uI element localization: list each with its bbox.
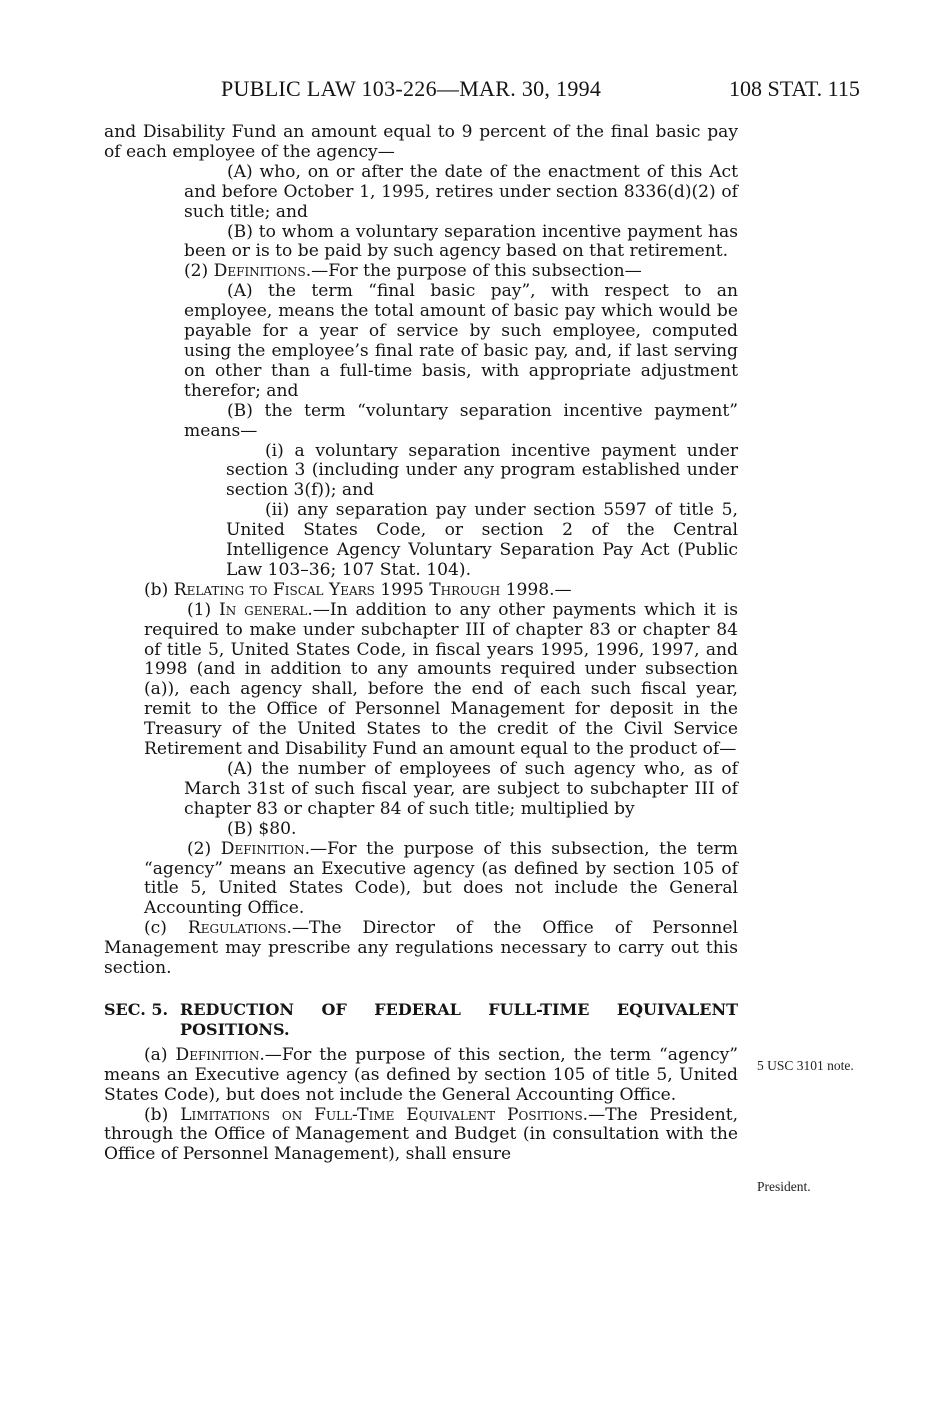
paragraph-b2 [104,840,738,920]
section-5-b-heading: Limitations on Full-Time Equivalent Positions [180,1104,583,1125]
header-title: PUBLIC LAW 103-226—MAR. 30, 1994 [221,76,602,101]
clause-a1-B: (B) to whom a voluntary separation incentive payment has been or is to be paid by such agency based on that retirement. [184,221,738,262]
paragraph-b1-text: .—In addition to any other payments which it is required to make under subchapter III of chapter 83 or chapter 84 of title 5, United States Code, in fiscal years 1995, 1996, 1997, and 1998 (and in addition to any amounts required under subsection (a)), each agency shall, before the end of each such fiscal year, remit to the Office of Personnel Management for deposit in the Treasury of the United States to the credit of the Civil Service Retirement and Disability Fund an amount equal to the product of— [144,599,738,760]
section-5-b-letter: (b) [144,1104,181,1125]
paragraph-a2-definitions [104,262,738,282]
section-5-b-text: .—The President, through the Office of Management and Budget (in consultation with the Office of Personnel Management), shall ensure [104,1104,739,1165]
section-5-a-heading: Definition [175,1044,260,1065]
margin-note-usc: 5 USC 3101 note. [757,1058,854,1073]
subsection-c-letter: (c) [144,918,188,939]
section-5-heading [104,1000,738,1040]
section-5-title: REDUCTION OF FEDERAL FULL-TIME EQUIVALENT POSITIONS. [180,999,738,1039]
clause-a2-B-i: (i) a voluntary separation incentive payment under section 3 (including under any program established under section 3(f)); and [226,440,738,501]
paragraph-a2-text: .—For the purpose of this subsection— [305,261,642,282]
subsection-c [104,919,738,979]
clause-b1-A: (A) the number of employees of such agency who, as of March 31st of such fiscal year, are subject to subchapter III of chapter 83 or chapter 84 of such title; multiplied by [184,759,738,819]
paragraph-b2-heading: Definition [220,838,305,859]
section-5-a-letter: (a) [144,1044,176,1065]
section-5-a-text: .—For the purpose of this section, the term “agency” means an Executive agency (as defined by section 105 of title 5, United States Code), but does not include the General Accounting Office. [104,1044,738,1105]
paragraph-a2-number: (2) [184,261,214,282]
subsection-b-dash: .— [549,579,572,600]
section-5-subsection-a [104,1046,738,1106]
running-header [0,76,948,104]
subsection-b-letter: (b) [144,579,174,600]
subsection-c-text: .—The Director of the Office of Personnel Management may prescribe any regulations necessary to carry out this section. [104,918,738,979]
clause-a1-A: (A) who, on or after the date of the enactment of this Act and before October 1, 1995, retires under section 8336(d)(2) of such title; and [184,161,738,222]
clause-a2-B: (B) the term “voluntary separation incentive payment” means— [184,400,738,441]
section-5-number: SEC. 5. [104,999,169,1019]
clause-b1-B: (B) $80. [227,818,297,839]
paragraph-b1 [104,601,738,760]
section-5-subsection-b [104,1106,738,1166]
paragraph-b1-heading: In general [219,599,308,620]
paragraph-a2-heading: Definitions [213,261,306,282]
header-stat-page: 108 STAT. 115 [729,76,860,101]
subsection-c-heading: Regulations [187,918,287,939]
subsection-b [104,581,738,601]
paragraph-b1-number: (1) [187,599,220,620]
subsection-b-heading: Relating to Fiscal Years 1995 Through 1998 [173,579,550,600]
statute-body [104,123,738,1165]
paragraph-a1-continued: and Disability Fund an amount equal to 9 percent of the final basic pay of each employee of the agency— [104,122,738,162]
clause-a2-A: (A) the term “final basic pay”, with respect to an employee, means the total amount of basic pay which would be payable for a year of service by such employee, computed using the employee’s final rate of basic pay, and, if last serving on other than a full-time basis, with appropriate adjustment therefor; and [184,281,738,401]
clause-a2-B-ii: (ii) any separation pay under section 5597 of title 5, United States Code, or section 2 of the Central Intelligence Agency Voluntary Separation Pay Act (Public Law 103–36; 107 Stat. 104). [226,500,738,580]
margin-note-president: President. [757,1179,811,1194]
paragraph-b2-text: .—For the purpose of this subsection, the term “agency” means an Executive agency (as defined by section 105 of title 5, United States Code), but does not include the General Accounting Office. [144,838,738,919]
paragraph-b2-number: (2) [187,838,221,859]
